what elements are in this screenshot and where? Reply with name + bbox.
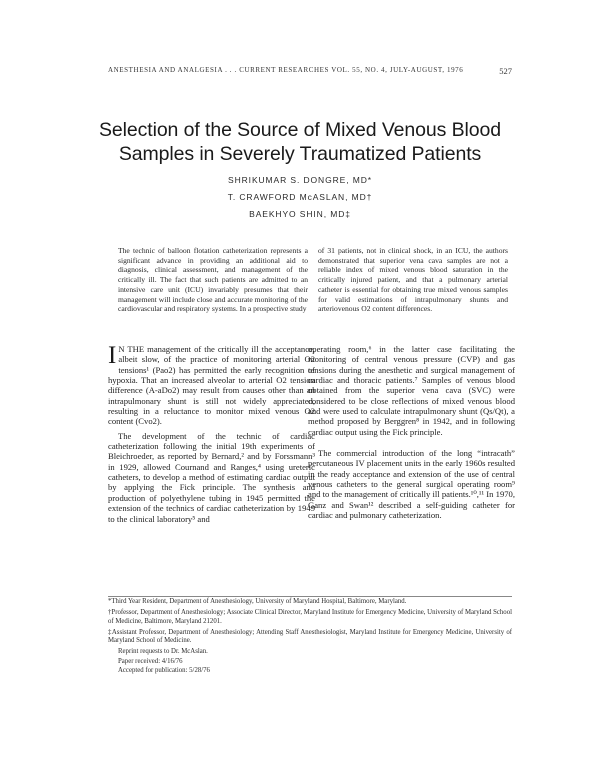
author-1: SHRIKUMAR S. DONGRE, MD*: [228, 175, 372, 185]
article-title: [60, 118, 540, 166]
journal-citation: ANESTHESIA AND ANALGESIA . . . CURRENT RESEARCHES VOL. 55, NO. 4, JULY-AUGUST, 1976: [108, 66, 464, 74]
title-line-2: Samples in Severely Traumatized Patients: [118, 143, 482, 165]
continued-paragraph: operating room,⁶ in the latter case facilitating the monitoring of central venous pressure (CVP) and gas tensions during the anesthetic and surgical management of cardiac and thoracic patients.⁷ Samples of venous blood obtained from the superior vena cava (SVC) were considered to be close reflections of mixed venous blood and were used to calculate intrapulmonary shunt (Qs/Qt), a method proposed by Berggren⁸ in 1942, and in following cardiac output using the Fick principle.: [308, 344, 515, 437]
abstract-left-column: The technic of balloon flotation catheterization represents a significant advance in providing an additional aid to diagnosis, clinical assessment, and management of the critically ill. The fact that such patients are admitted to an intensive care unit (ICU) invariably presumes that their management will include close and accurate monitoring of the cardiovascular and respiratory systems. In a prospective study: [118, 246, 308, 314]
body-right-column: [308, 344, 515, 521]
author-list: [150, 172, 450, 223]
author-2: T. CRAWFORD McASLAN, MD†: [227, 192, 373, 202]
intracath-paragraph: The commercial introduction of the long “intracath” percutaneous IV placement units in the early 1960s resulted in the ready acceptance and extension of the use of central venous catheters to the general surgical operating room⁹ and to the management of critically ill patients.¹⁰,¹¹ In 1970, Ganz and Swan¹² described a self-guiding catheter for cardiac and pulmonary catheterization.: [308, 448, 515, 521]
author-3: BAEKHYO SHIN, MD‡: [249, 209, 351, 219]
body-left-column: [108, 344, 315, 524]
abstract-right-column: of 31 patients, not in clinical shock, in an ICU, the authors demonstrated that superior vena cava samples are not a reliable index of mixed venous blood saturation in the critically injured patient, and that a pulmonary arterial catheter is essential for obtaining true mixed venous samples for valid estimations of intrapulmonary shunts and arteriovenous O2 content differences.: [318, 246, 508, 314]
date-received: Paper received: 4/16/76: [118, 657, 183, 665]
footnote-author-1: *Third Year Resident, Department of Anesthesiology, University of Maryland Hospital, Baltimore, Maryland.: [108, 598, 407, 605]
intro-paragraph: [108, 344, 315, 427]
intro-text: N THE management of the critically ill the acceptance, albeit slow, of the practice of monitoring arterial O2 tensions¹ (Pao2) has permitted the early recognition of hypoxia. That an increased alveolar to arterial O2 tension difference (A-aDo2) may result from causes other than an intrapulmonary shunt is still not widely appreciated, resulting in a reluctance to monitor mixed venous O2 content (Cvo2).: [108, 344, 315, 427]
drop-cap: I: [108, 342, 117, 369]
footnote-author-3: ‡Assistant Professor, Department of Anesthesiology; Attending Staff Anesthesiologist, Maryland Institute for Emergency Medicine, University of Maryland School of Medicine.: [108, 628, 512, 645]
date-accepted: Accepted for publication: 5/28/76: [118, 667, 210, 675]
title-line-1: Selection of the Source of Mixed Venous Blood: [98, 119, 501, 141]
footnotes: [108, 598, 512, 676]
footnote-author-2: †Professor, Department of Anesthesiology; Associate Clinical Director, Maryland Institute for Emergency Medicine, University of Maryland School of Medicine, Baltimore, Maryland 21201.: [108, 609, 512, 625]
running-head: [108, 66, 512, 78]
catheterization-history-paragraph: The development of the technic of cardiac catheterization following the initial 19th experiments of Bleichroeder, as reported by Bernard,² and by Forssmann³ in 1929, allowed Cournand and Ranges,⁴ using ureteric catheters, to develop a method of estimating cardiac output by applying the Fick principle. The synthesis and production of polyethylene tubing in 1945 permitted the extension of the technics of cardiac catheterization by 1949 to the clinical laboratory⁵ and: [108, 430, 315, 524]
page-number: 527: [499, 66, 512, 76]
footnote-divider: [108, 596, 512, 597]
reprint-requests: Reprint requests to Dr. McAslan.: [118, 648, 208, 656]
